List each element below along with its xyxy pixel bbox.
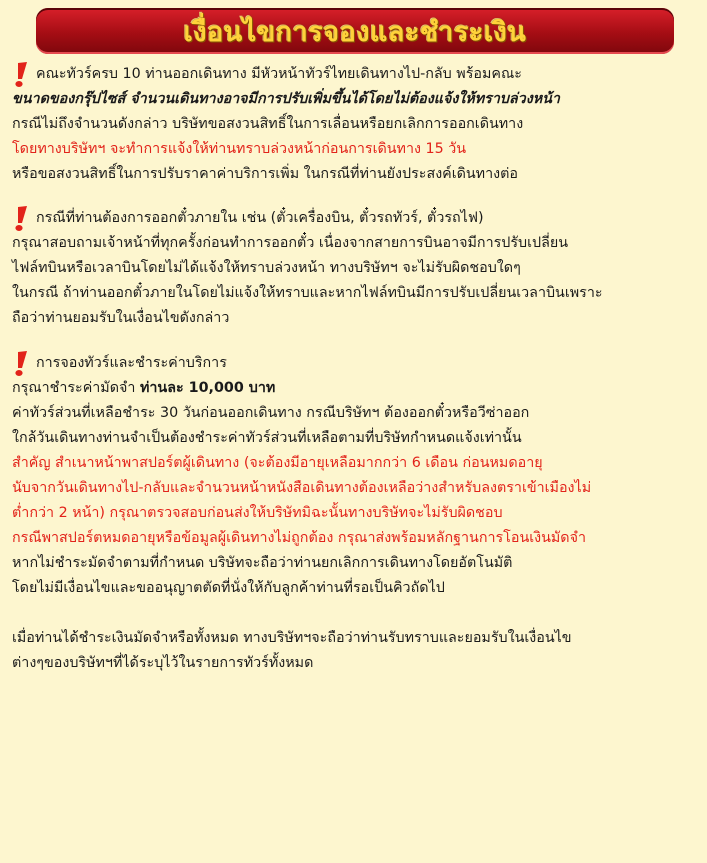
section-heading: การจองทัวร์และชำระค่าบริการ [36, 355, 227, 371]
section-line: กรณีไม่ถึงจำนวนดังกล่าว บริษัทขอสงวนสิทธิ์ในการเลื่อนหรือยกเลิกการออกเดินทาง [12, 116, 524, 132]
section-line: ในกรณี ถ้าท่านออกตั๋วภายในโดยไม่แจ้งให้ทราบและหากไฟล์ทบินมีการปรับเปลี่ยนเวลาบินเพราะ [12, 285, 603, 301]
section-line: นับจากวันเดินทางไป-กลับและจำนวนหน้าหนังสือเดินทางต้องเหลือว่างสำหรับลงตราเข้าเมืองไม่ [12, 480, 592, 496]
section-line: โดยไม่มีเงื่อนไขและขออนุญาตตัดที่นั่งให้กับลูกค้าท่านที่รอเป็นคิวถัดไป [12, 580, 445, 596]
section-line: โดยทางบริษัทฯ จะทำการแจ้งให้ท่านทราบล่วงหน้าก่อนการเดินทาง 15 วัน [12, 141, 467, 157]
section-domestic-tickets [12, 206, 702, 331]
exclamation-icon [12, 351, 28, 377]
exclamation-icon [12, 206, 28, 232]
section-line: ขนาดของกรุ๊ปไซส์ จำนวนเดินทางอาจมีการปรับเพิ่มขึ้นได้โดยไม่ต้องแจ้งให้ทราบล่วงหน้า [12, 91, 560, 107]
section-group-size [12, 62, 702, 187]
exclamation-icon [12, 62, 28, 88]
deposit-amount: ท่านละ 10,000 บาท [139, 380, 276, 396]
section-line: ค่าทัวร์ส่วนที่เหลือชำระ 30 วันก่อนออกเดินทาง กรณีบริษัทฯ ต้องออกตั๋วหรือวีซ่าออก [12, 405, 530, 421]
terms-content [12, 62, 702, 676]
section-line: กรุณาสอบถามเจ้าหน้าที่ทุกครั้งก่อนทำการออกตั๋ว เนื่องจากสายการบินอาจมีการปรับเปลี่ยน [12, 235, 569, 251]
section-line: เมื่อท่านได้ชำระเงินมัดจำหรือทั้งหมด ทางบริษัทฯจะถือว่าท่านรับทราบและยอมรับในเงื่อนไข [12, 630, 572, 646]
section-line: หรือขอสงวนสิทธิ์ในการปรับราคาค่าบริการเพิ่ม ในกรณีที่ท่านยังประสงค์เดินทางต่อ [12, 166, 518, 182]
deposit-line [12, 376, 702, 401]
section-acceptance [12, 626, 702, 676]
section-line: สำคัญ สำเนาหน้าพาสปอร์ตผู้เดินทาง (จะต้องมีอายุเหลือมากกว่า 6 เดือน ก่อนหมดอายุ [12, 455, 543, 471]
title-banner [36, 8, 674, 54]
section-line: ไฟล์ทบินหรือเวลาบินโดยไม่ได้แจ้งให้ทราบล่วงหน้า ทางบริษัทฯ จะไม่รับผิดชอบใดๆ [12, 260, 521, 276]
section-line: ต่างๆของบริษัทฯที่ได้ระบุไว้ในรายการทัวร์ทั้งหมด [12, 655, 314, 671]
section-line: กรณีพาสปอร์ตหมดอายุหรือข้อมูลผู้เดินทางไม่ถูกต้อง กรุณาส่งพร้อมหลักฐานการโอนเงินมัดจำ [12, 530, 586, 546]
section-line: ใกล้วันเดินทางท่านจำเป็นต้องชำระค่าทัวร์ส่วนที่เหลือตามที่บริษัทกำหนดแจ้งเท่านั้น [12, 430, 522, 446]
section-line: กรณีที่ท่านต้องการออกตั๋วภายใน เช่น (ตั๋วเครื่องบิน, ตั๋วรถทัวร์, ตั๋วรถไฟ) [36, 210, 484, 226]
section-line: คณะทัวร์ครบ 10 ท่านออกเดินทาง มีหัวหน้าทัวร์ไทยเดินทางไป-กลับ พร้อมคณะ [36, 66, 522, 82]
section-booking-payment [12, 351, 702, 601]
deposit-label: กรุณาชำระค่ามัดจำ [12, 380, 136, 396]
section-line: ต่ำกว่า 2 หน้า) กรุณาตรวจสอบก่อนส่งให้บริษัทมิฉะนั้นทางบริษัทจะไม่รับผิดชอบ [12, 505, 503, 521]
section-line: หากไม่ชำระมัดจำตามที่กำหนด บริษัทจะถือว่าท่านยกเลิกการเดินทางโดยอัตโนมัติ [12, 555, 513, 571]
section-line: ถือว่าท่านยอมรับในเงื่อนไขดังกล่าว [12, 310, 230, 326]
page-title: เงื่อนไขการจองและชำระเงิน [183, 16, 527, 48]
